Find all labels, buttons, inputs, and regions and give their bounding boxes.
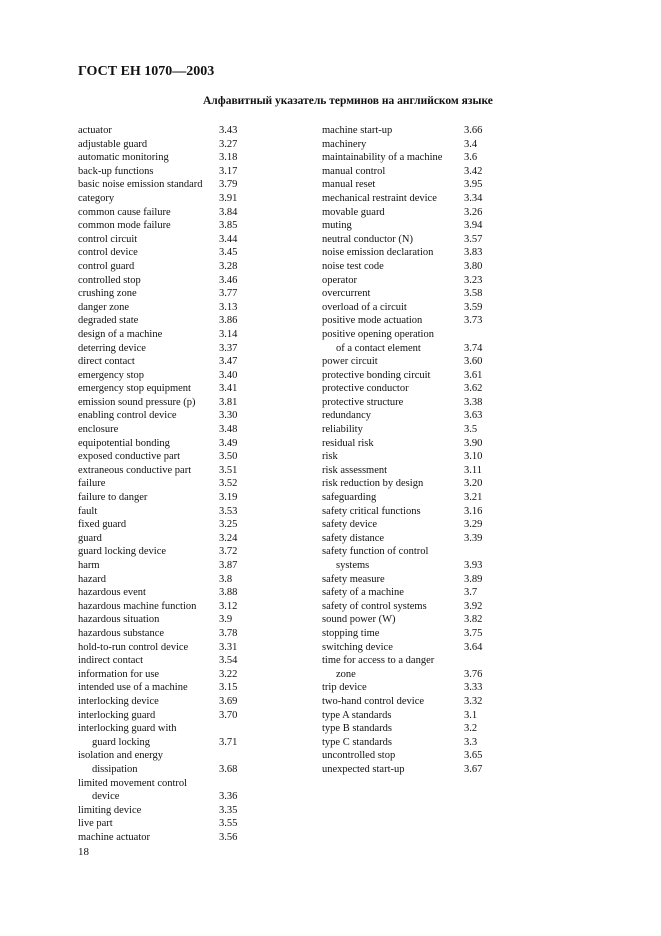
index-section-number: 3.52 bbox=[219, 478, 238, 490]
index-section-number: 3.63 bbox=[464, 410, 483, 422]
index-entry bbox=[78, 559, 288, 573]
index-term-continuation: dissipation bbox=[92, 763, 138, 775]
index-entry bbox=[322, 206, 502, 220]
index-entry bbox=[78, 477, 288, 491]
index-section-number: 3.65 bbox=[464, 750, 483, 762]
index-section-number: 3.1 bbox=[464, 709, 478, 721]
index-entry bbox=[322, 165, 502, 179]
index-term: muting bbox=[322, 220, 352, 232]
index-term: harm bbox=[78, 560, 100, 571]
index-entry bbox=[322, 736, 502, 750]
index-entry bbox=[78, 328, 288, 342]
index-section-number: 3.76 bbox=[464, 668, 483, 680]
index-term: unexpected start-up bbox=[322, 763, 405, 775]
index-term: hazardous machine function bbox=[78, 600, 197, 612]
index-entry bbox=[78, 505, 288, 519]
index-section-number: 3.84 bbox=[219, 206, 238, 218]
index-term: safety function of control bbox=[322, 546, 429, 558]
index-entry bbox=[322, 369, 502, 383]
index-section-number: 3.12 bbox=[219, 600, 238, 612]
index-term: adjustable guard bbox=[78, 138, 148, 150]
index-entry bbox=[322, 423, 502, 437]
index-entry bbox=[322, 314, 502, 328]
index-section-number: 3.79 bbox=[219, 179, 238, 191]
index-entry bbox=[322, 573, 502, 587]
index-section-number: 3.53 bbox=[219, 505, 238, 517]
index-section-number: 3.58 bbox=[464, 288, 483, 300]
index-entry bbox=[78, 287, 288, 301]
index-term: safety distance bbox=[322, 532, 385, 544]
index-section-number: 3.66 bbox=[464, 125, 483, 136]
index-entry bbox=[78, 165, 288, 179]
index-term: limited movement control bbox=[78, 777, 188, 789]
index-entry bbox=[322, 382, 502, 396]
index-entry bbox=[78, 709, 288, 723]
index-entry bbox=[78, 654, 288, 668]
index-entry bbox=[78, 722, 288, 749]
index-term: category bbox=[78, 192, 115, 204]
index-term: sound power (W) bbox=[322, 614, 396, 626]
index-entry bbox=[322, 287, 502, 301]
index-section-number: 3.95 bbox=[464, 179, 483, 191]
index-section-number: 3.24 bbox=[219, 532, 238, 544]
index-term: machine actuator bbox=[78, 831, 151, 843]
index-term: positive mode actuation bbox=[322, 315, 423, 327]
index-entry bbox=[322, 274, 502, 288]
index-term: danger zone bbox=[78, 301, 130, 313]
index-section-number: 3.48 bbox=[219, 424, 238, 436]
index-entry bbox=[78, 151, 288, 165]
index-term: type B standards bbox=[322, 723, 392, 735]
index-section-number: 3.89 bbox=[464, 573, 483, 585]
index-entry bbox=[322, 450, 502, 464]
index-term: protective bonding circuit bbox=[322, 369, 431, 381]
index-term: power circuit bbox=[322, 356, 378, 368]
index-term-continuation: systems bbox=[336, 560, 370, 571]
index-entry bbox=[322, 518, 502, 532]
index-term: trip device bbox=[322, 682, 367, 694]
index-term: hold-to-run control device bbox=[78, 641, 189, 653]
index-section-number: 3.55 bbox=[219, 818, 238, 830]
index-section-number: 3.50 bbox=[219, 451, 238, 463]
index-entry bbox=[78, 464, 288, 478]
index-section-number: 3.78 bbox=[219, 627, 238, 639]
index-term: control guard bbox=[78, 260, 135, 272]
index-entry bbox=[78, 491, 288, 505]
index-entry bbox=[78, 437, 288, 451]
index-entry bbox=[322, 178, 502, 192]
index-entry bbox=[78, 573, 288, 587]
index-term: residual risk bbox=[322, 437, 374, 449]
index-entry bbox=[78, 668, 288, 682]
index-section-number: 3.7 bbox=[464, 587, 478, 599]
index-term: reliability bbox=[322, 424, 363, 436]
index-term-continuation: device bbox=[92, 791, 120, 803]
index-entry bbox=[78, 600, 288, 614]
index-entry bbox=[78, 301, 288, 315]
index-term: hazardous event bbox=[78, 587, 146, 599]
index-entry bbox=[78, 450, 288, 464]
index-entry bbox=[322, 654, 502, 681]
index-entry bbox=[322, 396, 502, 410]
index-entry bbox=[78, 342, 288, 356]
index-term: limiting device bbox=[78, 804, 142, 816]
index-section-number: 3.42 bbox=[464, 165, 483, 177]
index-entry bbox=[322, 233, 502, 247]
index-entry bbox=[78, 206, 288, 220]
index-section-number: 3.93 bbox=[464, 560, 483, 571]
index-term: back-up functions bbox=[78, 165, 154, 177]
index-term: redundancy bbox=[322, 410, 371, 422]
index-section-number: 3.47 bbox=[219, 356, 238, 368]
index-section-number: 3.46 bbox=[219, 274, 238, 286]
index-entry bbox=[78, 777, 288, 804]
index-entry bbox=[322, 246, 502, 260]
index-section-number: 3.41 bbox=[219, 383, 238, 395]
index-entry bbox=[78, 641, 288, 655]
index-term: indirect contact bbox=[78, 655, 144, 667]
index-term: overload of a circuit bbox=[322, 301, 407, 313]
index-section-number: 3.61 bbox=[464, 369, 483, 381]
index-section-number: 3.30 bbox=[219, 410, 238, 422]
index-section-number: 3.39 bbox=[464, 532, 483, 544]
index-entry bbox=[78, 681, 288, 695]
index-entry bbox=[322, 260, 502, 274]
index-entry bbox=[78, 246, 288, 260]
index-term: neutral conductor (N) bbox=[322, 233, 413, 245]
index-entry bbox=[322, 532, 502, 546]
index-section-number: 3.88 bbox=[219, 587, 238, 599]
index-entry bbox=[322, 138, 502, 152]
page-number: 18 bbox=[78, 846, 89, 858]
index-entry bbox=[78, 817, 288, 831]
index-section-number: 3.83 bbox=[464, 247, 483, 259]
index-section-number: 3.64 bbox=[464, 641, 483, 653]
index-entry bbox=[78, 545, 288, 559]
index-entry bbox=[78, 192, 288, 206]
index-section-number: 3.91 bbox=[219, 192, 238, 204]
index-section-number: 3.68 bbox=[219, 763, 238, 775]
index-term: safety critical functions bbox=[322, 505, 421, 517]
index-section-number: 3.56 bbox=[219, 831, 238, 843]
index-term: type A standards bbox=[322, 709, 392, 721]
index-section-number: 3.22 bbox=[219, 668, 238, 680]
index-section-number: 3.17 bbox=[219, 165, 238, 177]
index-term: fixed guard bbox=[78, 519, 127, 531]
index-entry bbox=[78, 178, 288, 192]
index-term: basic noise emission standard bbox=[78, 179, 203, 191]
document-header: ГОСТ ЕН 1070—2003 bbox=[78, 64, 215, 79]
index-section-number: 3.28 bbox=[219, 260, 238, 272]
index-term: maintainability of a machine bbox=[322, 152, 443, 164]
index-section-number: 3.92 bbox=[464, 600, 483, 612]
index-section-number: 3.36 bbox=[219, 791, 238, 803]
index-section-number: 3.43 bbox=[219, 125, 238, 136]
index-term: extraneous conductive part bbox=[78, 464, 192, 476]
index-entry bbox=[322, 355, 502, 369]
index-section-number: 3.94 bbox=[464, 220, 483, 232]
index-term: safety of control systems bbox=[322, 600, 427, 612]
index-entry bbox=[78, 382, 288, 396]
index-term: machine start-up bbox=[322, 125, 393, 136]
index-entry bbox=[78, 627, 288, 641]
index-term: crushing zone bbox=[78, 288, 137, 300]
index-entry bbox=[78, 532, 288, 546]
index-section-number: 3.74 bbox=[464, 342, 483, 354]
index-term: control circuit bbox=[78, 233, 138, 245]
index-section-number: 3.31 bbox=[219, 641, 238, 653]
index-entry bbox=[78, 355, 288, 369]
index-term: overcurrent bbox=[322, 288, 371, 300]
index-entry bbox=[78, 749, 288, 776]
index-term: mechanical restraint device bbox=[322, 192, 437, 204]
index-term: risk assessment bbox=[322, 464, 388, 476]
index-entry bbox=[322, 124, 502, 138]
index-section-number: 3.14 bbox=[219, 328, 238, 340]
index-section-number: 3.21 bbox=[464, 492, 483, 504]
index-section-number: 3.72 bbox=[219, 546, 238, 558]
index-term: noise emission declaration bbox=[322, 247, 434, 259]
index-section-number: 3.80 bbox=[464, 260, 483, 272]
index-term: safety measure bbox=[322, 573, 385, 585]
index-section-number: 3.77 bbox=[219, 288, 238, 300]
index-section-number: 3.75 bbox=[464, 627, 483, 639]
index-term: manual reset bbox=[322, 179, 376, 191]
index-term: control device bbox=[78, 247, 138, 259]
index-term: noise test code bbox=[322, 260, 384, 272]
index-term: equipotential bonding bbox=[78, 437, 170, 449]
index-section-number: 3.33 bbox=[464, 682, 483, 694]
index-section-number: 3.29 bbox=[464, 519, 483, 531]
index-entry bbox=[322, 301, 502, 315]
index-entry bbox=[322, 763, 502, 777]
index-entry bbox=[78, 804, 288, 818]
index-term: common mode failure bbox=[78, 220, 171, 232]
index-section-number: 3.27 bbox=[219, 138, 238, 150]
index-entry bbox=[322, 641, 502, 655]
index-section-number: 3.32 bbox=[464, 695, 483, 707]
index-term: stopping time bbox=[322, 627, 380, 639]
index-section-number: 3.8 bbox=[219, 573, 233, 585]
index-entry bbox=[322, 709, 502, 723]
index-term: failure to danger bbox=[78, 492, 148, 504]
index-entry bbox=[322, 600, 502, 614]
index-term: switching device bbox=[322, 641, 393, 653]
index-term: machinery bbox=[322, 138, 367, 150]
index-entry bbox=[322, 151, 502, 165]
index-section-number: 3.85 bbox=[219, 220, 238, 232]
index-section-number: 3.51 bbox=[219, 464, 238, 476]
index-term: exposed conductive part bbox=[78, 451, 181, 463]
index-term: safeguarding bbox=[322, 492, 377, 504]
index-term: degraded state bbox=[78, 315, 139, 327]
index-entry bbox=[78, 233, 288, 247]
index-section-number: 3.69 bbox=[219, 695, 238, 707]
index-section-number: 3.5 bbox=[464, 424, 478, 436]
index-term: manual control bbox=[322, 165, 386, 177]
index-section-number: 3.18 bbox=[219, 152, 238, 164]
index-section-number: 3.23 bbox=[464, 274, 483, 286]
index-term: information for use bbox=[78, 668, 160, 680]
index-section-number: 3.87 bbox=[219, 560, 238, 571]
index-term: emergency stop bbox=[78, 369, 144, 381]
index-entry bbox=[322, 613, 502, 627]
index-section-number: 3.9 bbox=[219, 614, 233, 626]
index-entry bbox=[322, 505, 502, 519]
index-entry bbox=[78, 518, 288, 532]
index-section-number: 3.2 bbox=[464, 723, 478, 735]
index-term: isolation and energy bbox=[78, 750, 163, 762]
index-entry bbox=[78, 423, 288, 437]
index-entry bbox=[322, 192, 502, 206]
index-section-number: 3.86 bbox=[219, 315, 238, 327]
index-term: common cause failure bbox=[78, 206, 171, 218]
index-section-number: 3.3 bbox=[464, 736, 478, 748]
index-term: safety device bbox=[322, 519, 378, 531]
index-term-continuation: zone bbox=[336, 668, 356, 680]
index-entry bbox=[78, 138, 288, 152]
index-entry bbox=[78, 314, 288, 328]
index-section-number: 3.11 bbox=[464, 464, 482, 476]
index-term: automatic monitoring bbox=[78, 152, 169, 164]
index-term: direct contact bbox=[78, 356, 135, 368]
index-term: interlocking device bbox=[78, 695, 159, 707]
index-term-continuation: guard locking bbox=[92, 736, 151, 748]
index-entry bbox=[322, 219, 502, 233]
index-term: actuator bbox=[78, 125, 112, 136]
index-section-number: 3.26 bbox=[464, 206, 483, 218]
index-section-number: 3.45 bbox=[219, 247, 238, 259]
index-entry bbox=[78, 831, 288, 845]
index-section-number: 3.35 bbox=[219, 804, 238, 816]
index-entry bbox=[322, 437, 502, 451]
index-term: enclosure bbox=[78, 424, 119, 436]
index-section-number: 3.90 bbox=[464, 437, 483, 449]
index-term: time for access to a danger bbox=[322, 655, 435, 667]
index-term: emergency stop equipment bbox=[78, 383, 191, 395]
index-section-number: 3.6 bbox=[464, 152, 478, 164]
index-section-number: 3.82 bbox=[464, 614, 483, 626]
index-term: interlocking guard with bbox=[78, 723, 177, 735]
index-term: positive opening operation bbox=[322, 328, 434, 340]
index-entry bbox=[322, 627, 502, 641]
index-section-number: 3.16 bbox=[464, 505, 483, 517]
index-term: controlled stop bbox=[78, 274, 141, 286]
index-section-number: 3.59 bbox=[464, 301, 483, 313]
index-entry bbox=[78, 586, 288, 600]
index-term: operator bbox=[322, 274, 357, 286]
index-term: hazard bbox=[78, 573, 106, 585]
index-term: uncontrolled stop bbox=[322, 750, 396, 762]
index-term: protective structure bbox=[322, 396, 404, 408]
index-section-number: 3.19 bbox=[219, 492, 238, 504]
index-term: fault bbox=[78, 505, 98, 517]
index-entry bbox=[78, 613, 288, 627]
index-term: enabling control device bbox=[78, 410, 177, 422]
index-term: design of a machine bbox=[78, 328, 163, 340]
index-entry bbox=[78, 396, 288, 410]
index-title: Алфавитный указатель терминов на английском языке bbox=[203, 95, 493, 107]
index-section-number: 3.81 bbox=[219, 396, 238, 408]
index-term: emission sound pressure (p) bbox=[78, 396, 196, 408]
index-entry bbox=[322, 586, 502, 600]
index-entry bbox=[322, 545, 502, 572]
index-entry bbox=[78, 695, 288, 709]
index-section-number: 3.54 bbox=[219, 655, 238, 667]
index-section-number: 3.70 bbox=[219, 709, 238, 721]
index-section-number: 3.38 bbox=[464, 396, 483, 408]
index-term: interlocking guard bbox=[78, 709, 156, 721]
index-entry bbox=[322, 722, 502, 736]
index-section-number: 3.25 bbox=[219, 519, 238, 531]
index-term: protective conductor bbox=[322, 383, 409, 395]
index-term: hazardous situation bbox=[78, 614, 160, 626]
index-entry bbox=[78, 124, 288, 138]
index-entry bbox=[78, 369, 288, 383]
index-section-number: 3.71 bbox=[219, 736, 238, 748]
index-term: two-hand control device bbox=[322, 695, 425, 707]
index-section-number: 3.44 bbox=[219, 233, 238, 245]
index-section-number: 3.4 bbox=[464, 138, 478, 150]
index-term: failure bbox=[78, 478, 106, 490]
index-term: deterring device bbox=[78, 342, 146, 354]
index-entry bbox=[322, 681, 502, 695]
index-term: movable guard bbox=[322, 206, 385, 218]
index-entry bbox=[322, 695, 502, 709]
index-entry bbox=[322, 464, 502, 478]
index-section-number: 3.13 bbox=[219, 301, 238, 313]
index-section-number: 3.40 bbox=[219, 369, 238, 381]
index-section-number: 3.73 bbox=[464, 315, 483, 327]
index-section-number: 3.49 bbox=[219, 437, 238, 449]
index-term: safety of a machine bbox=[322, 587, 404, 599]
index-term-continuation: of a contact element bbox=[336, 342, 421, 354]
index-section-number: 3.60 bbox=[464, 356, 483, 368]
index-entry bbox=[78, 219, 288, 233]
index-entry bbox=[322, 491, 502, 505]
index-entry bbox=[322, 749, 502, 763]
index-entry bbox=[78, 409, 288, 423]
index-section-number: 3.57 bbox=[464, 233, 483, 245]
index-section-number: 3.10 bbox=[464, 451, 483, 463]
index-section-number: 3.15 bbox=[219, 682, 238, 694]
index-term: guard locking device bbox=[78, 546, 167, 558]
index-entry bbox=[322, 477, 502, 491]
index-entry bbox=[322, 409, 502, 423]
index-term: guard bbox=[78, 532, 102, 544]
index-entry bbox=[78, 260, 288, 274]
index-term: risk reduction by design bbox=[322, 478, 424, 490]
index-section-number: 3.34 bbox=[464, 192, 483, 204]
index-column-right bbox=[322, 124, 502, 777]
index-term: intended use of a machine bbox=[78, 682, 188, 694]
index-entry bbox=[78, 274, 288, 288]
index-term: hazardous substance bbox=[78, 627, 165, 639]
index-section-number: 3.62 bbox=[464, 383, 483, 395]
index-term: risk bbox=[322, 451, 338, 463]
index-section-number: 3.67 bbox=[464, 763, 483, 775]
index-entry bbox=[322, 328, 502, 355]
index-section-number: 3.20 bbox=[464, 478, 483, 490]
index-column-left bbox=[78, 124, 288, 844]
index-term: type C standards bbox=[322, 736, 392, 748]
index-section-number: 3.37 bbox=[219, 342, 238, 354]
index-term: live part bbox=[78, 818, 113, 830]
